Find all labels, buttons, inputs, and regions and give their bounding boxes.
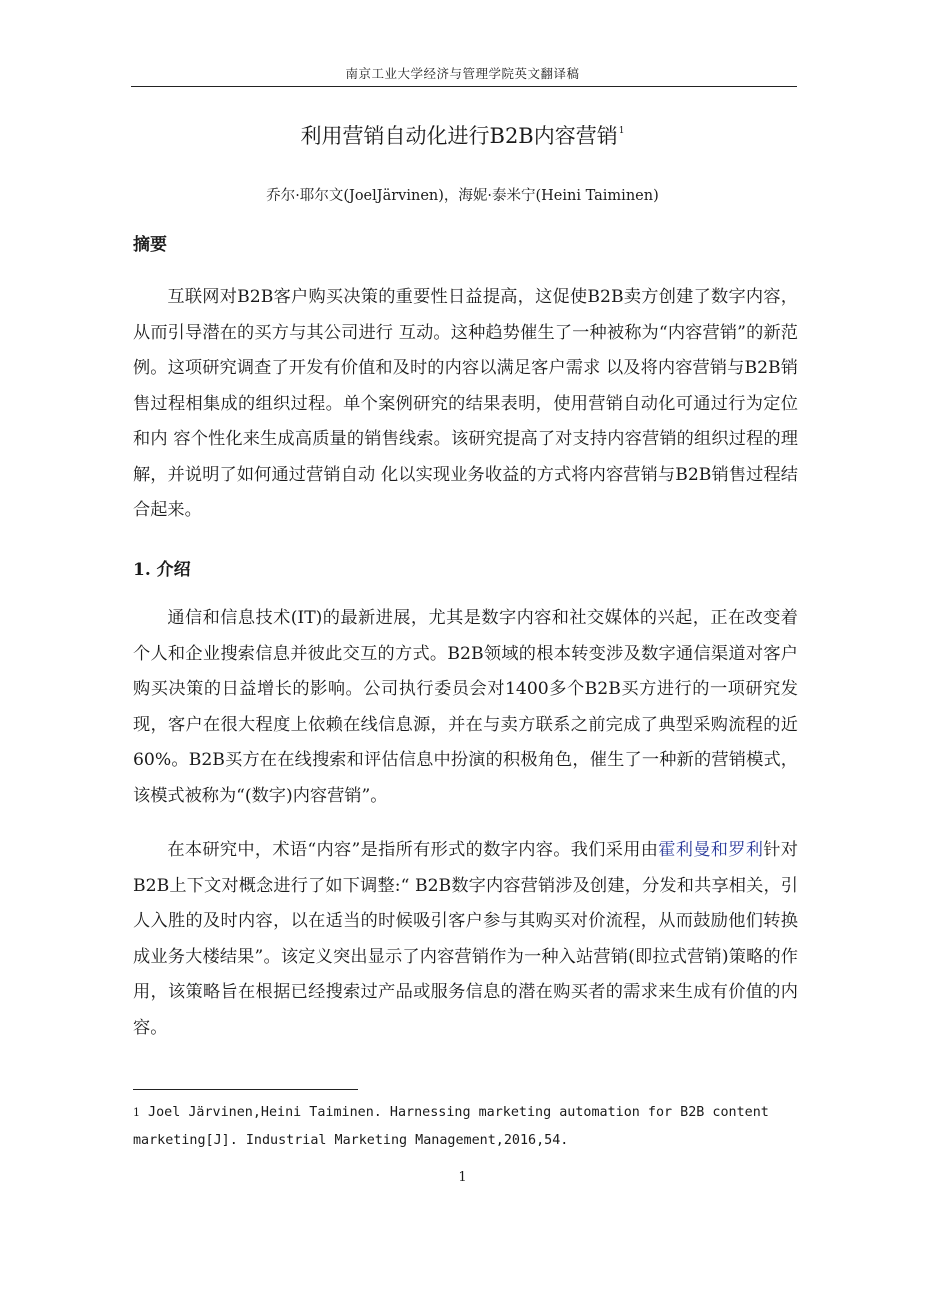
section-heading-introduction: 1. 介绍	[133, 560, 191, 580]
para2-text-end: 针对B2B上下文对概念进行了如下调整:“ B2B数字内容营销涉及创建，分发和共享相关，引人入胜的及时内容，以在适当的时候吸引客户参与其购买对价流程，从而鼓励他们转换成业务大楼结果”。该定义突出显示了内容营销作为一种入站营销(即拉式营销)策略的作用，该策略旨在根据已经搜索过产品或服务信息的潜在购买者的需求来生成有价值的内容。	[133, 840, 798, 1038]
citation-link[interactable]: 霍利曼和罗利	[658, 840, 764, 860]
intro-paragraph-1: 通信和信息技术(IT)的最新进展，尤其是数字内容和社交媒体的兴起，正在改变着个人和企业搜索信息并彼此交互的方式。B2B领域的根本转变涉及数字通信渠道对客户购买决策的日益增长的影响。公司执行委员会对1400多个B2B买方进行的一项研究发现，客户在很大程度上依赖在线信息源，并在与卖方联系之前完成了典型采购流程的近60%。B2B买方在在线搜索和评估信息中扮演的积极角色，催生了一种新的营销模式，该模式被称为“(数字)内容营销”。	[133, 608, 798, 806]
page-header: 南京工业大学经济与管理学院英文翻译稿	[345, 66, 580, 81]
authors-line: 乔尔·耶尔文(JoelJärvinen)，海妮·泰米宁(Heini Taiminen)	[266, 188, 659, 204]
title-text: 利用营销自动化进行B2B内容营销	[300, 124, 618, 148]
header-divider	[131, 86, 797, 87]
footnote-text: Joel Järvinen,Heini Taiminen. Harnessing marketing automation for B2B content marketing[J]. Industrial Marketing Management,2016,54.	[133, 1105, 769, 1148]
footnote-divider	[133, 1089, 358, 1090]
abstract-paragraph: 互联网对B2B客户购买决策的重要性日益提高，这促使B2B卖方创建了数字内容，从而引导潜在的买方与其公司进行 互动。这种趋势催生了一种被称为“内容营销”的新范例。这项研究调查了开发有价值和及时的内容以满足客户需求 以及将内容营销与B2B销售过程相集成的组织过程。单个案例研究的结果表明，使用营销自动化可通过行为定位和内 容个性化来生成高质量的销售线索。该研究提高了对支持内容营销的组织过程的理解，并说明了如何通过营销自动 化以实现业务收益的方式将内容营销与B2B销售过程结合起来。	[133, 287, 798, 520]
page-number: 1	[458, 1170, 467, 1185]
intro-paragraph-2	[133, 833, 798, 1046]
title-footnote-mark[interactable]: 1	[618, 126, 625, 136]
para2-text-start: 在本研究中，术语“内容”是指所有形式的数字内容。我们采用由	[167, 840, 659, 860]
footnote-mark: 1	[133, 1106, 140, 1119]
document-title	[0, 120, 925, 150]
footnote	[133, 1099, 798, 1155]
abstract-heading: 摘要	[133, 235, 167, 255]
